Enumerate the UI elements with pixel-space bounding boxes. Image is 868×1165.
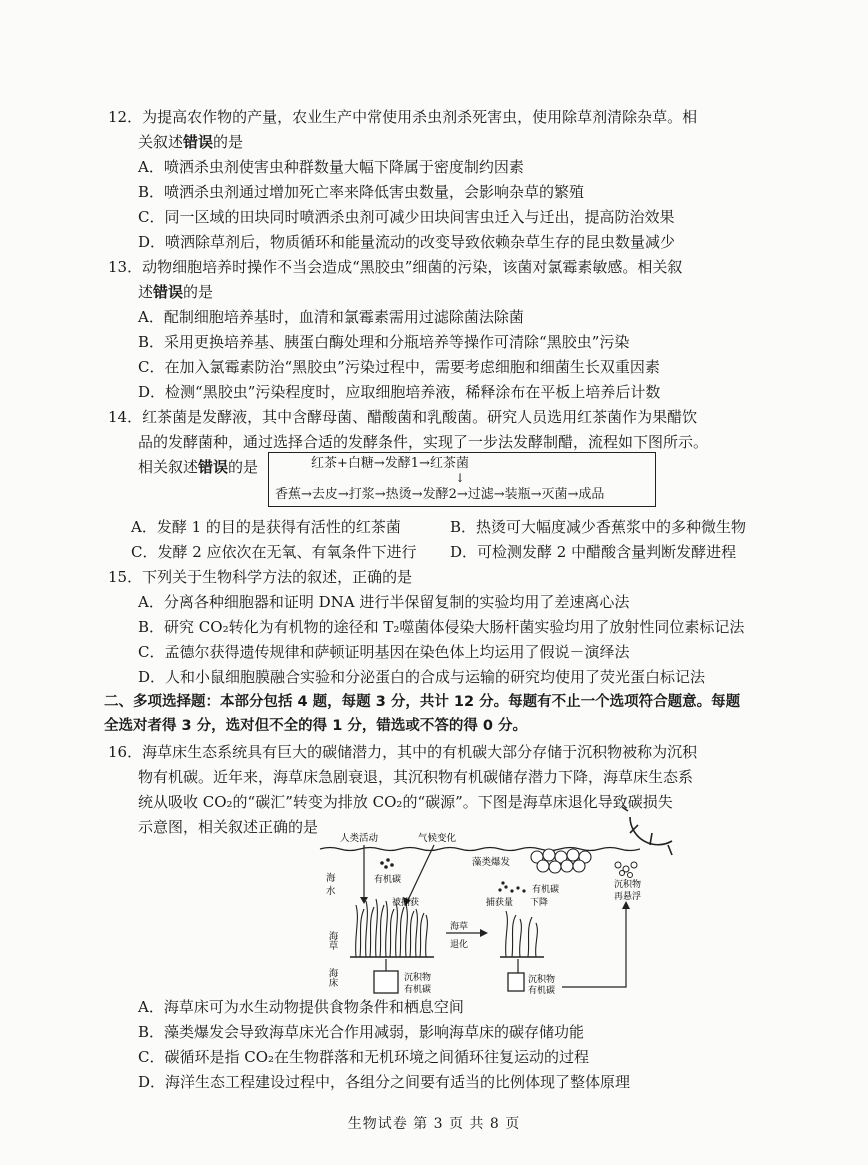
label-seawater-2: 水 (326, 886, 336, 897)
label-degradation-2: 退化 (450, 940, 469, 950)
label-algae-bloom: 藻类爆发 (472, 857, 511, 868)
label-sediment-1b: 有机碳 (404, 985, 432, 995)
q16-stem-line4: 示意图，相关叙述正确的是 (138, 818, 319, 836)
q14-option-d: D．可检测发酵 2 中醋酸含量判断发酵进程 (450, 543, 737, 561)
label-climate-change: 气候变化 (418, 833, 457, 844)
water-surface (320, 848, 640, 851)
page-footer: 生物试卷 第 3 页 共 8 页 (347, 1116, 521, 1132)
q12-option-c: C．同一区域的田块同时喷洒杀虫剂可减少田块间害虫迁入与迁出，提高防治效果 (138, 208, 675, 226)
label-seagrass: 海草 (326, 931, 338, 950)
label-sediment-2a: 沉积物 (528, 975, 556, 985)
q15-option-a: A．分离各种细胞器和证明 DNA 进行半保留复制的实验均用了差速离心法 (138, 593, 630, 611)
section2-line2: 全选对者得 3 分，选对但不全的得 1 分，错选或不答的得 0 分。 (104, 718, 528, 734)
q13-option-d: D．检测“黑胶虫”污染程度时，应取细胞培养液，稀释涂布在平板上培养后计数 (138, 383, 661, 401)
q14-flowchart (268, 452, 656, 507)
label-capture-amount: 捕获量 (486, 898, 514, 908)
q15-option-b: B．研究 CO₂转化为有机物的途径和 T₂噬菌体侵染大肠杆菌实验均用了放射性同位素标记法 (138, 618, 745, 636)
section2-line1: 二、多项选择题：本部分包括 4 题，每题 3 分，共计 12 分。每题有不止一个选项符合题意。每题 (104, 694, 741, 710)
sparse-seagrass (500, 911, 544, 957)
label-seabed: 海床 (326, 968, 338, 987)
q16-option-d: D．海洋生态工程建设过程中，各组分之间要有适当的比例体现了整体原理 (138, 1073, 631, 1091)
q14-option-c: C．发酵 2 应依次在无氧、有氧条件下进行 (131, 543, 417, 561)
label-organic-carbon-1: 有机碳 (374, 875, 402, 885)
resuspension-arrowhead (622, 901, 630, 909)
q13-stem-line1: 13．动物细胞培养时操作不当会造成“黑胶虫”细菌的污染，该菌对氯霉素敏感。相关叙 (108, 258, 683, 276)
flow-row-1: 红茶+白糖→发酵1→红茶菌 (311, 456, 469, 471)
q14-emphasis: 错误 (198, 458, 229, 476)
label-sediment-2b: 有机碳 (528, 986, 556, 996)
q13-option-c: C．在加入氯霉素防治“黑胶虫”污染过程中，需要考虑细胞和细菌生长双重因素 (138, 358, 660, 376)
q16-option-a: A．海草床可为水生动物提供食物条件和栖息空间 (138, 998, 464, 1016)
sediment-box-2 (508, 973, 524, 991)
algae-bloom-cluster (531, 849, 591, 873)
label-captured: 被捕获 (392, 898, 420, 908)
q12-stem-line1: 12．为提高农作物的产量，农业生产中常使用杀虫剂杀死害虫，使用除草剂清除杂草。相 (108, 108, 698, 126)
flow-row-2: 香蕉→去皮→打浆→热烫→发酵2→过滤→装瓶→灭菌→成品 (275, 487, 605, 502)
q16-number: 16． (108, 743, 143, 761)
label-sediment-1a: 沉积物 (404, 973, 432, 983)
q14-stem-line2: 品的发酵菌种，通过选择合适的发酵条件，实现了一步法发酵制醋，流程如下图所示。 (138, 433, 709, 451)
flow-down-arrow: ↓ (455, 471, 466, 485)
q12-option-d: D．喷洒除草剂后，物质循环和能量流动的改变导致依赖杂草生存的昆虫数量减少 (138, 233, 676, 251)
label-human-activity: 人类活动 (340, 833, 379, 844)
label-decline: 下降 (530, 898, 549, 908)
q14-option-b: B．热烫可大幅度减少香蕉浆中的多种微生物 (450, 518, 747, 536)
degradation-arrowhead (480, 929, 488, 937)
q15-option-d: D．人和小鼠细胞膜融合实验和分泌蛋白的合成与运输的研究均使用了荧光蛋白标记法 (138, 668, 706, 686)
q13-number: 13． (108, 258, 143, 276)
q14-option-a: A．发酵 1 的目的是获得有活性的红茶菌 (131, 518, 401, 536)
q14-number: 14． (108, 408, 143, 426)
q12-number: 12． (108, 108, 143, 126)
q15-stem: 15．下列关于生物科学方法的叙述，正确的是 (108, 568, 413, 586)
arrow-climate (408, 845, 434, 900)
q14-stem-line1: 14．红茶菌是发酵液，其中含酵母菌、醋酸菌和乳酸菌。研究人员选用红茶菌作为果醋饮 (108, 408, 698, 426)
label-resuspension-1: 沉积物 (614, 880, 642, 890)
sediment-box-1 (374, 971, 398, 993)
q15-option-c: C．孟德尔获得遗传规律和萨顿证明基因在染色体上均运用了假说－演绎法 (138, 643, 630, 661)
q16-option-b: B．藻类爆发会导致海草床光合作用减弱，影响海草床的碳存储功能 (138, 1023, 585, 1041)
seagrass-carbon-diagram (300, 805, 680, 1005)
q16-option-c: C．碳循环是指 CO₂在生物群落和无机环境之间循环往复运动的过程 (138, 1048, 590, 1066)
q13-option-b: B．采用更换培养基、胰蛋白酶处理和分瓶培养等操作可清除“黑胶虫”污染 (138, 333, 630, 351)
label-resuspension-2: 再悬浮 (614, 892, 642, 902)
resuspended-particles (615, 862, 637, 878)
q16-stem-line2: 物有机碳。近年来，海草床急剧衰退，其沉积物有机碳储存潜力下降，海草床生态系 (138, 768, 694, 786)
q12-option-a: A．喷洒杀虫剂使害虫种群数量大幅下降属于密度制约因素 (138, 158, 524, 176)
q12-option-b: B．喷洒杀虫剂通过增加死亡率来降低害虫数量，会影响杂草的繁殖 (138, 183, 585, 201)
organic-carbon-dots-1 (380, 858, 394, 869)
sun-icon (622, 807, 672, 855)
q16-stem-line1: 16．海草床生态系统具有巨大的碳储潜力，其中的有机碳大部分存储于沉积物被称为沉积 (108, 743, 698, 761)
q12-emphasis: 错误 (183, 133, 214, 151)
q13-stem-line2: 述错误的是 (138, 283, 214, 301)
label-organic-carbon-2: 有机碳 (532, 885, 560, 895)
q15-number: 15． (108, 568, 143, 586)
q16-stem-line3: 统从吸收 CO₂的“碳汇”转变为排放 CO₂的“碳源”。下图是海草床退化导致碳损失 (138, 793, 673, 811)
q14-stem-line3: 相关叙述错误的是 (138, 458, 259, 476)
organic-carbon-dots-2 (498, 881, 525, 892)
label-degradation-1: 海草 (450, 922, 469, 932)
label-seawater-1: 海 (326, 873, 336, 884)
q13-emphasis: 错误 (153, 283, 184, 301)
q13-option-a: A．配制细胞培养基时，血清和氯霉素需用过滤除菌法除菌 (138, 308, 524, 326)
q12-stem-line2: 关叙述错误的是 (138, 133, 244, 151)
resuspension-path (562, 907, 626, 987)
